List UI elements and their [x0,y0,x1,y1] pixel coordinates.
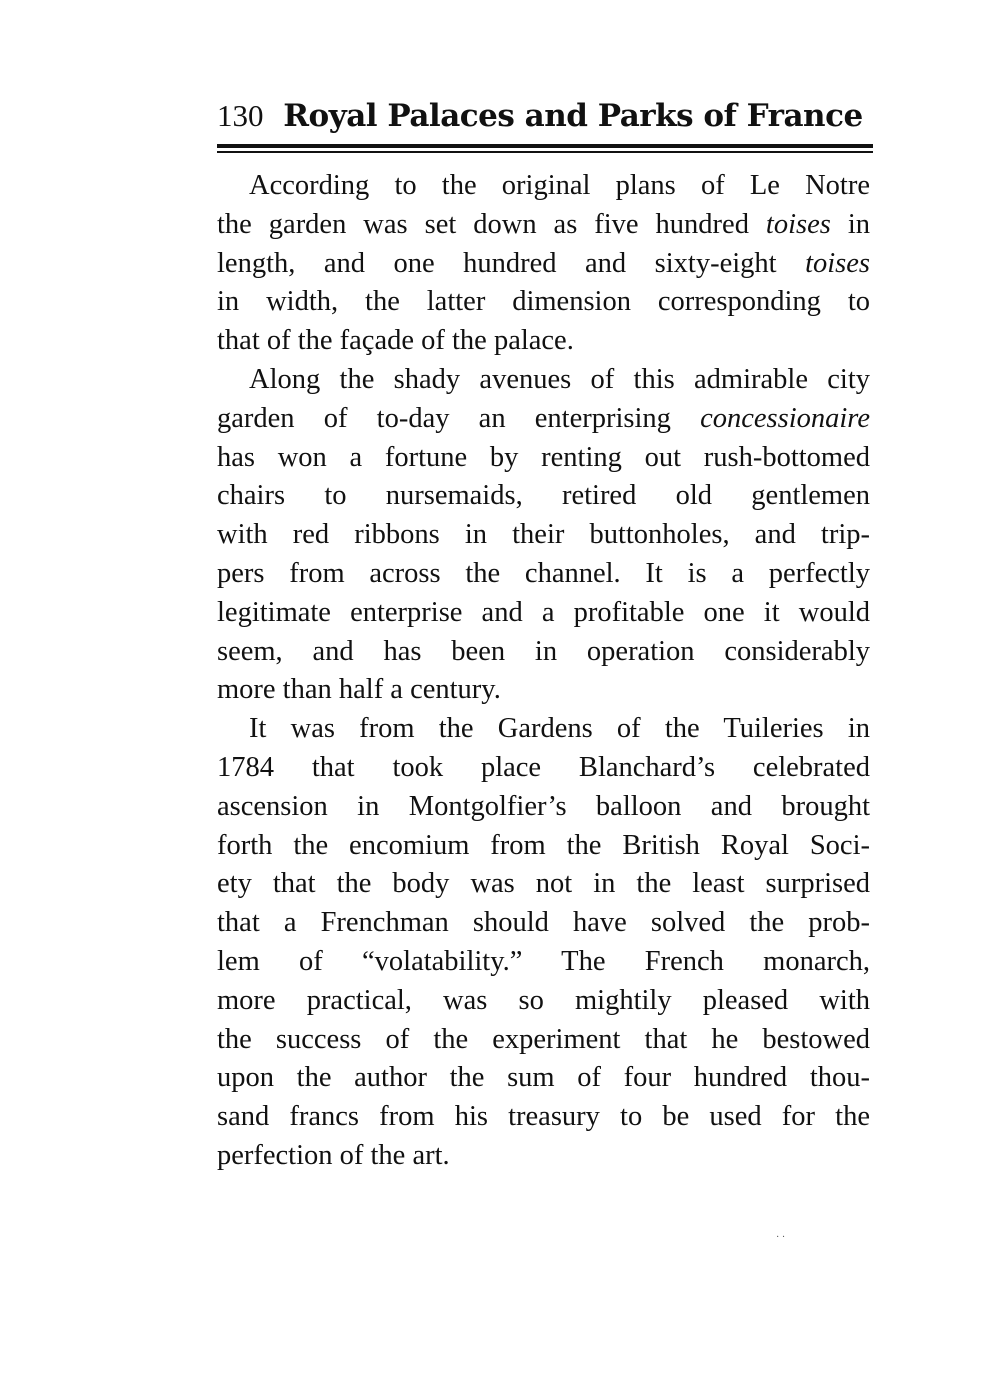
text-line: pers from across the channel. It is a perfectly [217,557,870,589]
text-line: the success of the experiment that he bestowed [217,1023,870,1055]
text-line: lem of “volatability.” The French monarch, [217,945,870,977]
text-line: the garden was set down as five hundred toises in [217,208,870,240]
header-rule-thick [217,144,873,148]
text-line: chairs to nursemaids, retired old gentlemen [217,480,870,512]
text-line: length, and one hundred and sixty-eight toises [217,247,870,279]
text-line: that of the façade of the palace. [217,325,574,357]
stray-print-mark: · · [776,1232,786,1243]
text-line: has won a fortune by renting out rush-bottomed [217,441,870,473]
italic-term: toises [805,247,870,279]
paragraph [217,710,870,1176]
header-rule-thin [217,151,873,153]
text-line: garden of to-day an enterprising concessionaire [217,402,870,434]
text-line: According to the original plans of Le Notre [249,170,870,201]
italic-term: toises [765,208,831,240]
text-line: sand francs from his treasury to be used for the [217,1101,870,1133]
running-title: Royal Palaces and Parks of France [283,98,863,134]
text-line: forth the encomium from the British Royal Soci- [217,829,870,861]
page-number: 130 [217,98,264,133]
text-line: 1784 that took place Blanchard’s celebrated [217,751,870,783]
text-line: in width, the latter dimension corresponding to [217,286,870,318]
text-line: more than half a century. [217,674,501,706]
text-line: that a Frenchman should have solved the prob- [217,907,870,939]
page-header [217,96,872,136]
text-line: It was from the Gardens of the Tuileries in [249,713,870,745]
body-text [217,167,870,1176]
text-line: seem, and has been in operation considerably [217,635,870,667]
text-line: Along the shady avenues of this admirable city [249,363,870,395]
text-line: with red ribbons in their buttonholes, and trip- [217,519,870,551]
italic-term: concessionaire [700,402,870,434]
paragraph [217,167,870,361]
text-line: legitimate enterprise and a profitable one it would [217,596,870,628]
text-line: upon the author the sum of four hundred thou- [217,1062,870,1094]
text-line: ety that the body was not in the least surprised [217,868,870,900]
text-line: more practical, was so mightily pleased with [217,984,870,1016]
text-line: perfection of the art. [217,1139,450,1171]
text-line: ascension in Montgolfier’s balloon and brought [217,790,870,822]
paragraph [217,361,870,710]
